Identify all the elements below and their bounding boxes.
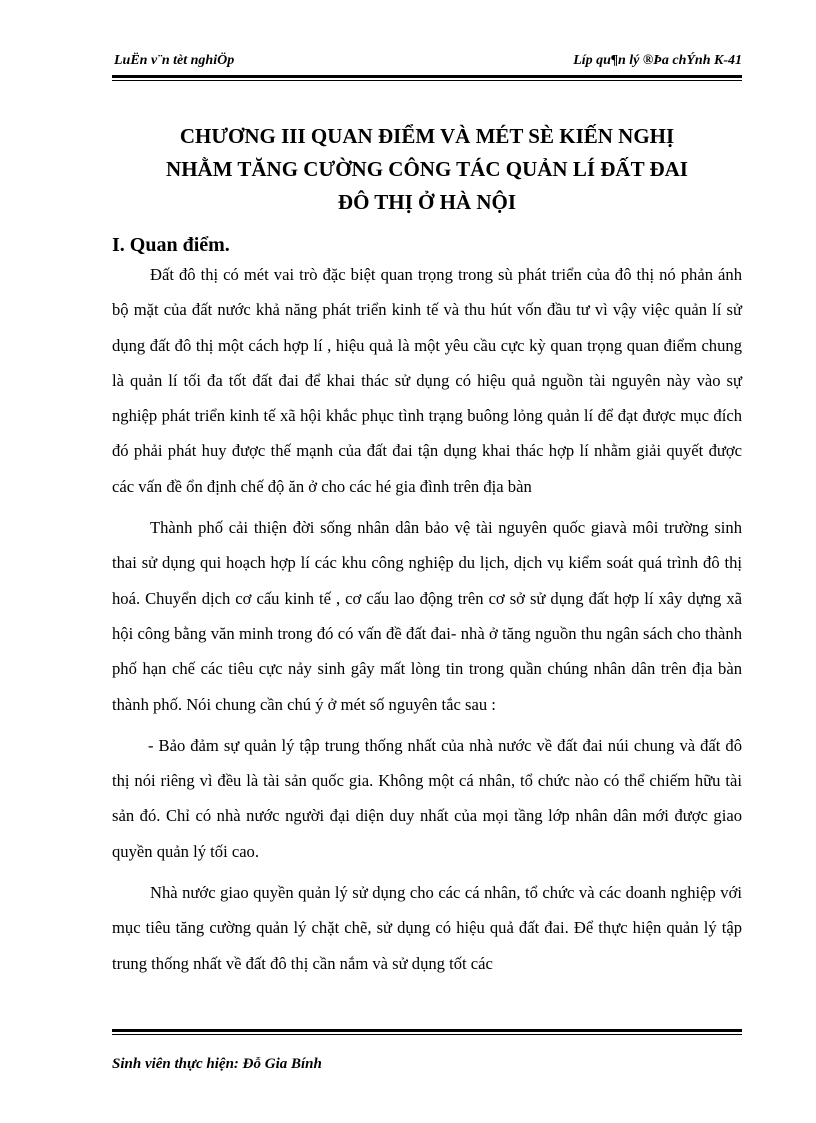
header-thesis-label: LuËn v¨n tèt nghiÖp [114,53,235,68]
chapter-title-line: ĐÔ THỊ Ở HÀ NỘI [337,190,517,214]
paragraph: Đất đô thị có mét vai trò đặc biệt quan trọng trong sù phát triển của đô thị nó phản ánh bộ mặt của đất nước khả năng phát triển kinh tế và thu hút vốn đầu tư vì vậy việc quản lí sử dụng đất đô thị một cách hợp lí , hiệu quả là một yêu cầu cực kỳ quan trọng quan điểm chung là quản lí tối đa tốt đất đai để khai thác sử dụng có hiệu quả nguồn tài nguyên này vào sự nghiệp phát triển kinh tế xã hội khắc phục tình trạng buông lỏng quản lí để đạt được mục đích đó phải phát huy được thế mạnh của đất đai tận dụng khai thác hợp lí nhằm giải quyết được các vấn đề ổn định chế độ ăn ở cho các hé gia đình trên địa bàn [112,265,742,496]
chapter-title [112,120,742,219]
body-text [112,257,742,981]
paragraph: Nhà nước giao quyền quản lý sử dụng cho các cá nhân, tổ chức và các doanh nghiệp với mục tiêu tăng cường quản lý chặt chẽ, sử dụng có hiệu quả đất đai. Để thực hiện quản lý tập trung thống nhất về đất đô thị cần nắm và sử dụng tốt các [112,883,742,973]
footer-rule-thick [112,1029,742,1032]
chapter-title-line: NHẰM TĂNG CƯỜNG CÔNG TÁC QUẢN LÍ ĐẤT ĐAI [166,157,688,181]
header-class-label: Líp qu¶n lý ®Þa chÝnh K-41 [573,53,742,68]
section-heading: I. Quan điểm. [112,234,230,256]
page-footer: Sinh viên thực hiện: Đỗ Gia Bính [112,1056,322,1072]
header-rule-thin [112,80,742,81]
bullet-paragraph: - Bảo đảm sự quản lý tập trung thống nhất của nhà nước về đất đai núi chung và đất đô thị nói riêng vì đều là tài sản quốc gia. Không một cá nhân, tổ chức nào có thể chiếm hữu tài sản đó. Chỉ có nhà nước người đại diện duy nhất của mọi tầng lớp nhân dân mới được giao quyền quản lý tối cao. [112,735,742,861]
footer-rule-thin [112,1034,742,1035]
page-header [112,52,742,74]
paragraph: Thành phố cải thiện đời sống nhân dân bảo vệ tài nguyên quốc giavà môi trường sinh thai sử dụng qui hoạch hợp lí các khu công nghiệp du lịch, dịch vụ kiểm soát quá trình đô thị hoá. Chuyển dịch cơ cấu kinh tế , cơ cấu lao động trên cơ sở sử dụng đất hợp lí xây dựng xã hội công bằng văn minh trong đó có vấn đề đất đai- nhà ở tăng nguồn thu ngân sách cho thành phố hạn chế các tiêu cực nảy sinh gây mất lòng tin trong quần chúng nhân dân trên địa bàn thành phố. Nói chung cần chú ý ở mét số nguyên tắc sau : [112,518,742,714]
header-rule-thick [112,75,742,78]
chapter-title-line: CHƯƠNG III QUAN ĐIỂM VÀ MÉT SÈ KIẾN NGHỊ [179,124,675,148]
